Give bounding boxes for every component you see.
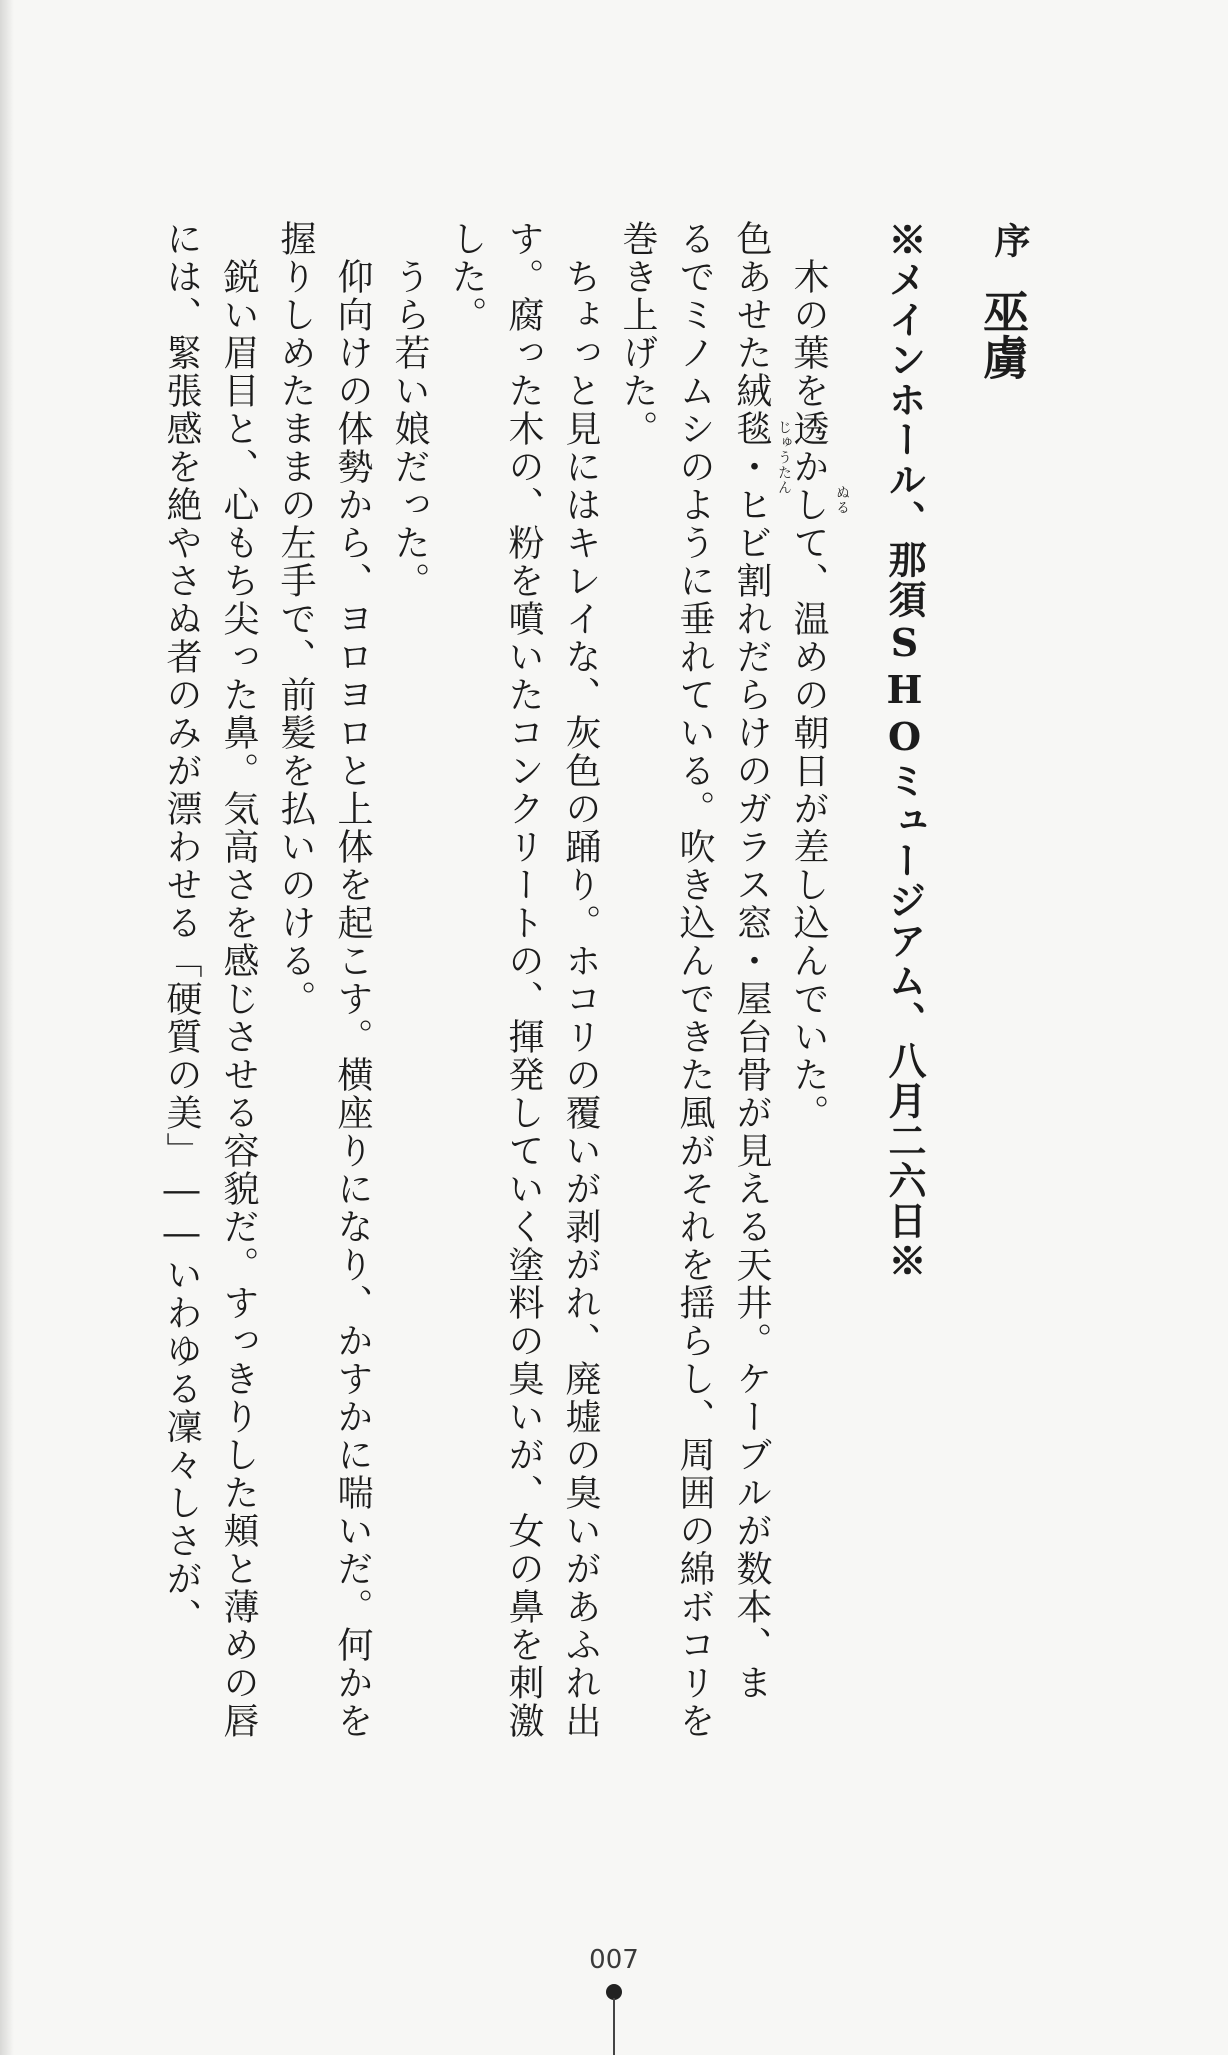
paragraph-line: 巻き上げた。 — [617, 220, 658, 448]
paragraph-line: うら若い娘だった。 — [389, 220, 430, 600]
chapter-title: 巫虜 — [976, 288, 1030, 380]
page-edge-shadow — [0, 0, 14, 2055]
paragraph-line: 握りしめたままの左手で、前髪を払いのける。 — [275, 220, 316, 1018]
paragraph-line: 仰向けの体勢から、ヨロヨロと上体を起こす。横座りになり、かすかに喘いだ。何かを — [332, 220, 373, 1740]
ruby-annotation: ぬる — [834, 485, 850, 515]
chapter-number: 序 — [989, 222, 1031, 258]
paragraph-line: には、緊張感を絶やさぬ者のみが漂わせる「硬質の美」――いわゆる凜々しさが、 — [161, 220, 202, 1636]
paragraph-line: 木の葉を透かして、温めの朝日が差し込んでいた。 — [788, 220, 829, 1132]
paragraph-line: した。 — [446, 220, 487, 334]
paragraph-line: ちょっと見にはキレイな、灰色の踊り。ホコリの覆いが剥がれ、廃墟の臭いがあふれ出 — [560, 220, 601, 1740]
ruby-annotation: じゅうたん — [776, 420, 792, 495]
location-line: ※メインホール、那須SHOミュージアム、八月二六日※ — [882, 220, 927, 1281]
paragraph-line: るでミノムシのように垂れている。吹き込んできた風がそれを揺らし、周囲の綿ボコリを — [674, 220, 715, 1740]
chapter-heading — [970, 222, 1036, 380]
paragraph-line: 色あせた絨毯・ヒビ割れだらけのガラス窓・屋台骨が見える天井。ケーブルが数本、ま — [731, 220, 772, 1702]
page-ornament-line — [613, 1998, 615, 2055]
page-number: 007 — [589, 1945, 639, 1975]
paragraph-line: す。腐った木の、粉を噴いたコンクリートの、揮発していく塗料の臭いが、女の鼻を刺激 — [503, 220, 544, 1740]
paragraph-line: 鋭い眉目と、心もち尖った鼻。気高さを感じさせる容貌だ。すっきりした頬と薄めの唇 — [218, 220, 259, 1740]
